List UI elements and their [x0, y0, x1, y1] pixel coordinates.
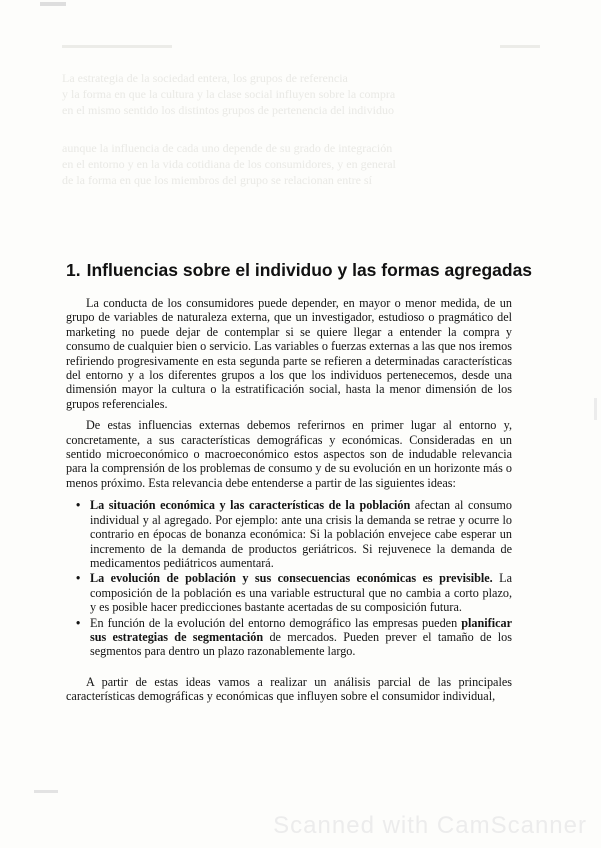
bleed-through-header-bar-right — [500, 45, 540, 48]
ideas-list — [66, 498, 512, 658]
bullet-dot-icon: • — [76, 571, 81, 586]
list-item-emphasis: La situación económica y las características de la población — [90, 498, 411, 513]
section-number: 1. — [66, 260, 81, 280]
section-heading — [66, 258, 566, 282]
list-item-text: La composición de la población es una variable estructural que no cambia a corto plazo, y es posible hacer predicciones bastante acertadas de su composición futura. — [90, 571, 512, 615]
scan-footer-mark — [34, 790, 58, 793]
bleed-through-line: de la forma en que los miembros del grupo se relacionan entre sí — [62, 173, 372, 187]
list-item — [76, 615, 512, 659]
bleed-through-line: en el entorno y en la vida cotidiana de los consumidores, y en general — [62, 157, 396, 171]
scan-corner-mark — [40, 2, 66, 6]
list-item-text: afectan al consumo individual y al agregado. Por ejemplo: ante una crisis la demanda se retrae y ocurre lo contrario en épocas de bonanza económica: Si la población envejece cabe esperar un incremento de la demanda de productos geriátricos. Si rejuvenece la demanda de medicamentos pediátricos aumentará. — [90, 498, 513, 570]
list-item-text: de mercados. Pueden prever el tamaño de los segmentos para dentro un plazo razonablemente largo. — [90, 629, 512, 659]
list-item-emphasis: La evolución de población y sus consecuencias económicas es previsible. — [90, 571, 493, 586]
list-item-lead-text: En función de la evolución del entorno demográfico las empresas pueden — [90, 615, 462, 630]
paragraph-closing: A partir de estas ideas vamos a realizar un análisis parcial de las principales características demográficas y económicas que influyen sobre el consumidor individual, — [66, 674, 512, 704]
scan-edge-mark — [594, 398, 597, 420]
list-item — [76, 571, 512, 615]
bleed-through-text — [62, 70, 542, 188]
body-text — [66, 296, 512, 704]
bleed-through-line: aunque la influencia de cada uno depende de su grado de integración — [62, 141, 393, 155]
paragraph-intro: La conducta de los consumidores puede depender, en mayor o menor medida, de un grupo de variables de naturaleza externa, que un investigador, estudioso o pragmático del marketing no puede dejar de contemplar si se quiere llegar a entender la compra y consumo de cualquier bien o servicio. Las variables o fuerzas externas a las que nos iremos refiriendo progresivamente en esta segunda parte se refieren a determinadas características del entorno y a los diferentes grupos a los que los individuos pertenecemos, desde una dimensión mayor la cultura o la estratificación social, hasta la menor dimensión de los grupos referenciales. — [66, 296, 512, 411]
bullet-dot-icon: • — [76, 615, 81, 630]
list-item-emphasis: planificar sus estrategias de segmentación — [90, 615, 512, 644]
bleed-through-header-bar — [62, 45, 172, 48]
scanner-watermark: Scanned with CamScanner — [273, 812, 587, 839]
bleed-through-line: y la forma en que la cultura y la clase social influyen sobre la compra — [62, 87, 396, 101]
paragraph-external-influences: De estas influencias externas debemos referirnos en primer lugar al entorno y, concretamente, a sus características demográficas y económicas. Consideradas en un sentido microeconómico o macroeconómico estos aspectos son de indudable relevancia para la comprensión de los problemas de consumo y de su evolución en un horizonte más o menos próximo. Esta relevancia debe entenderse a partir de las siguientes ideas: — [66, 418, 512, 490]
section-title: Influencias sobre el individuo y las formas agregadas — [86, 260, 533, 280]
bleed-through-line: en el mismo sentido los distintos grupos de pertenencia del individuo — [62, 103, 394, 117]
list-item — [76, 498, 513, 570]
bullet-dot-icon: • — [76, 498, 81, 513]
bleed-through-line: La estrategia de la sociedad entera, los grupos de referencia — [62, 71, 348, 85]
